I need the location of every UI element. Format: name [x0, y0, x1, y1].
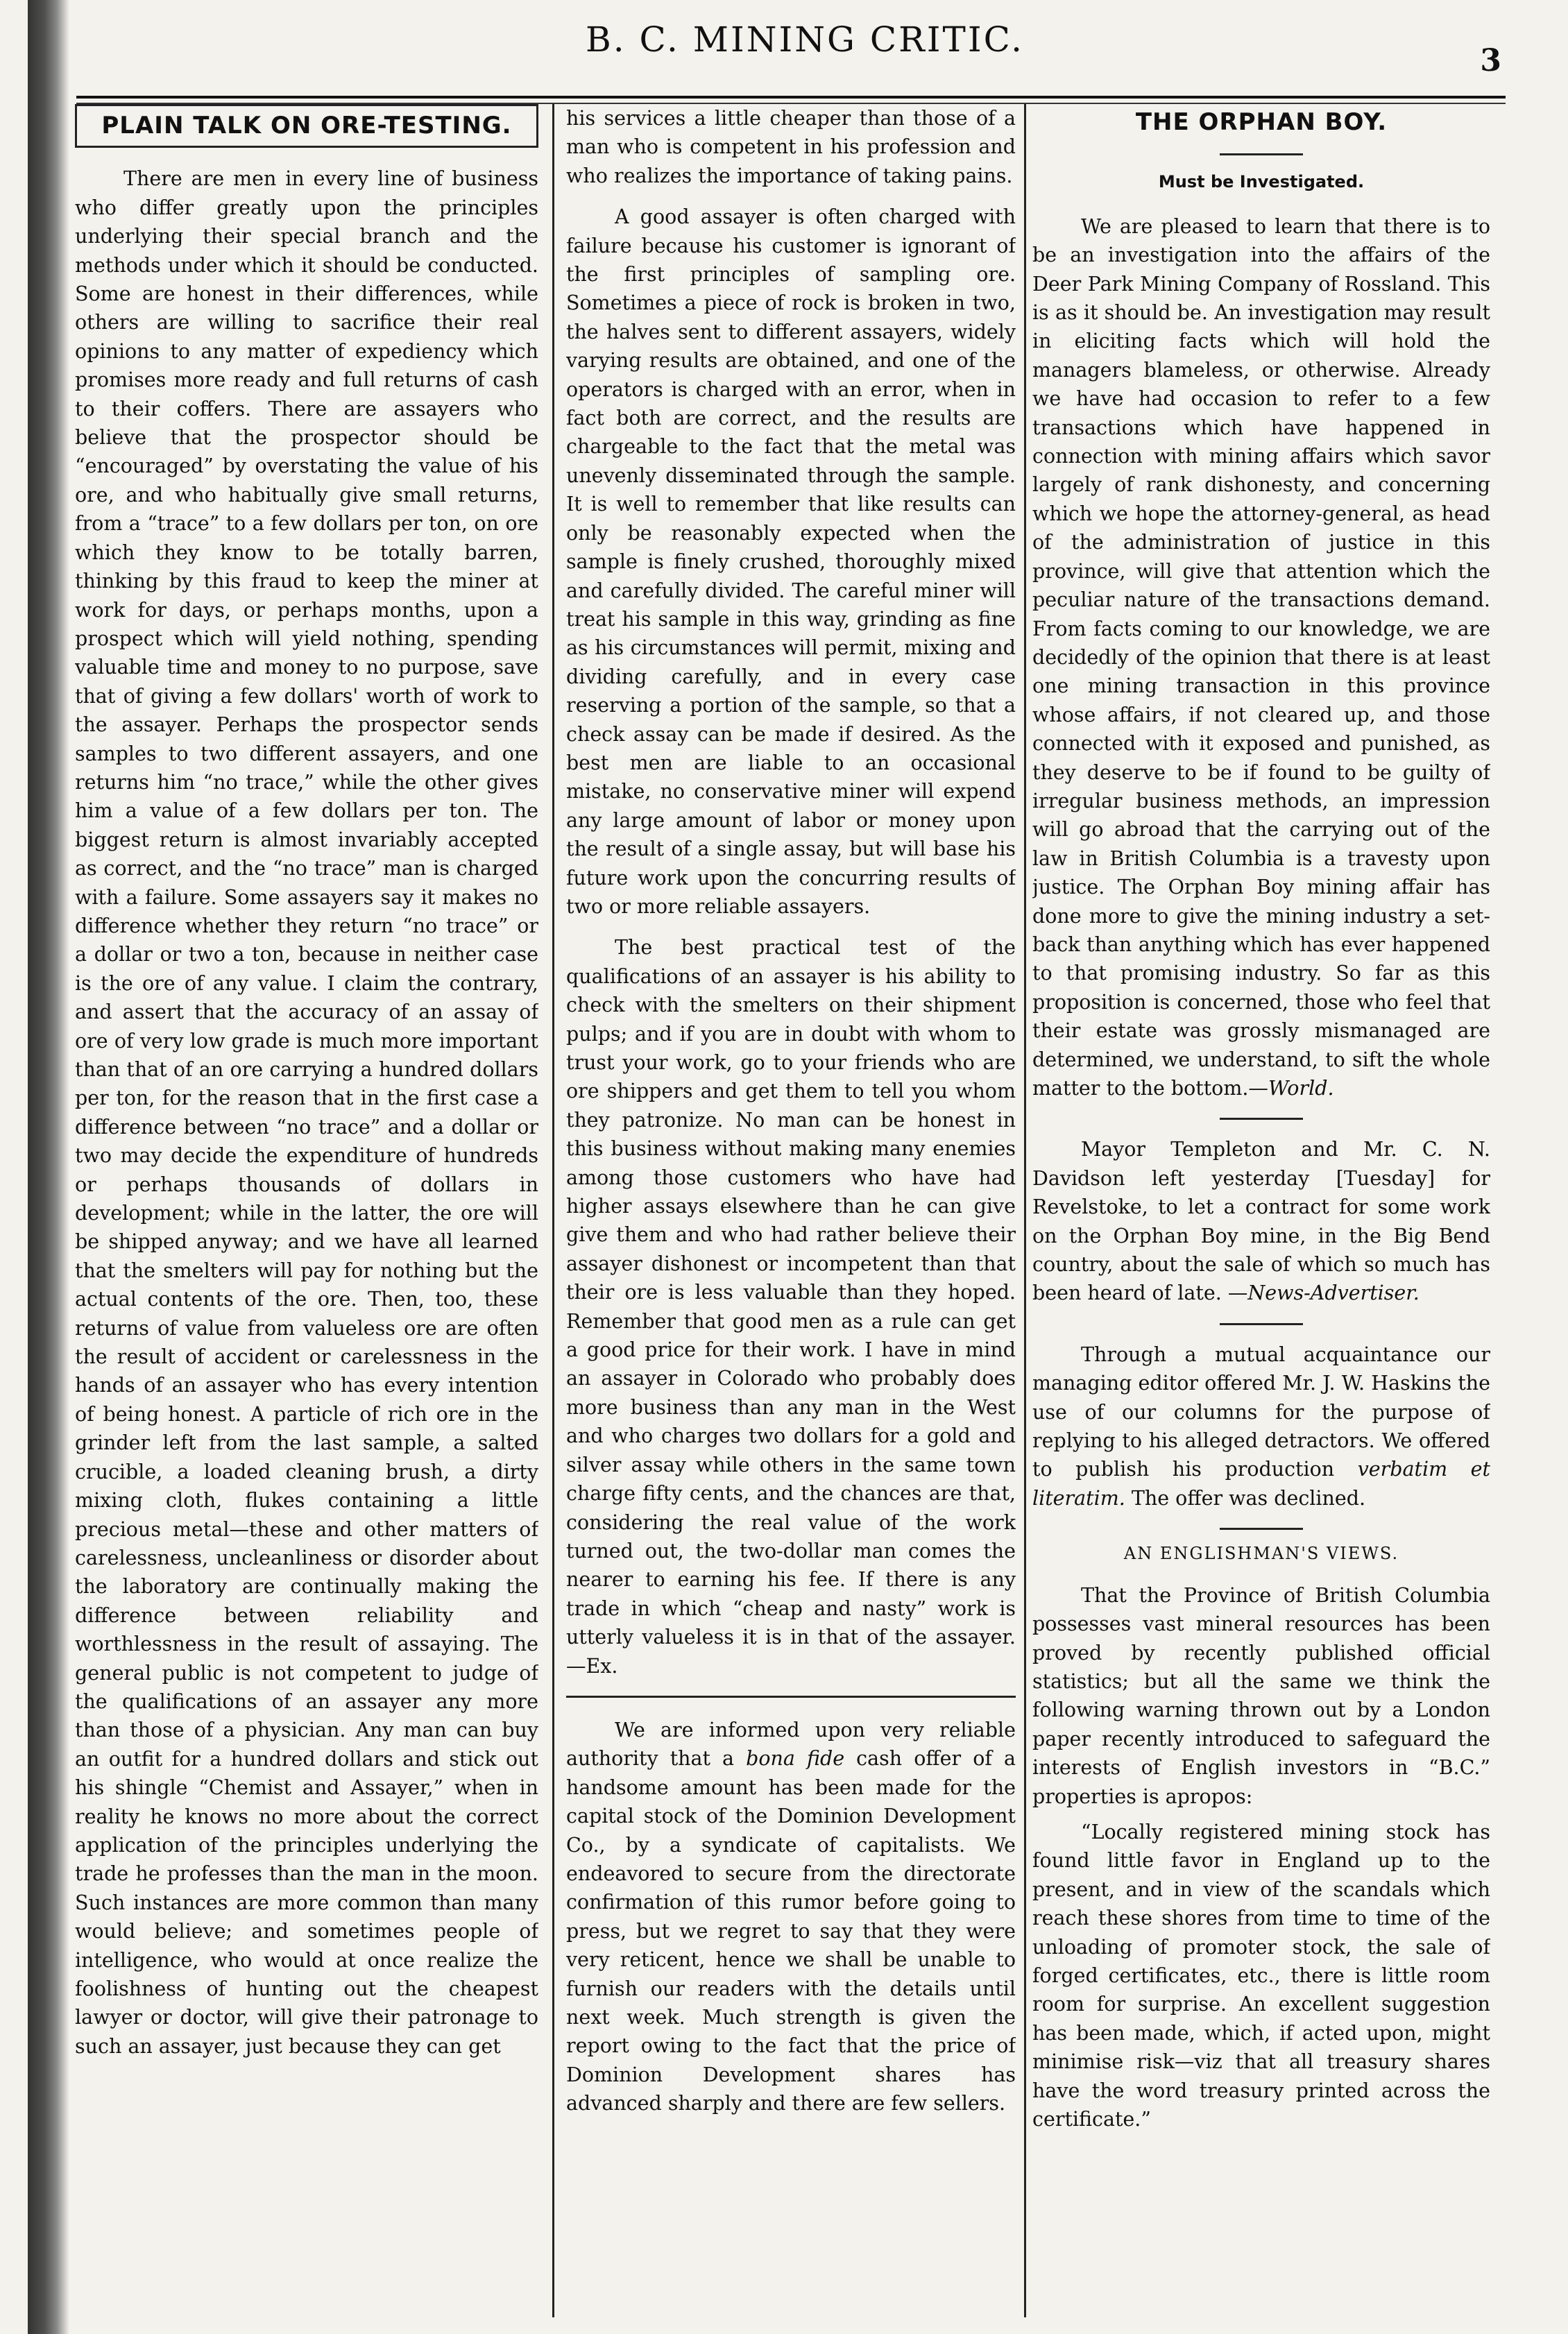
article-paragraph: There are men in every line of business who differ greatly upon the principles underlying their special branch and the methods under which it should be conducted. Some are honest in their differences, while others are willing to sacrifice their real opinions to any matter of expediency which promises more ready and full returns of cash to their coffers. There are assayers who believe that the prospector should be “encouraged” by overstating the value of his ore, and who habitually give small returns, from a “trace” to a few dollars per ton, on ore which they know to be totally barren, thinking by this fraud to keep the miner at work for days, or perhaps months, upon a prospect which will yield nothing, spending valuable time and money to no purpose, save that of giving a few dollars' worth of work to the assayer. Perhaps the prospector sends samples to two different assayers, and one returns him “no trace,” while the other gives him a value of a few dollars per ton. The biggest return is almost invariably accepted as correct, and the “no trace” man is charged with a failure. Some assayers say it makes no difference whether they return “no trace” or a dollar or two a ton, because in neither case is the ore of any value. I claim the contrary, and assert that the accuracy of an assay of ore of very low grade is much more important than that of an ore carrying a hundred dollars per ton, for the reason that in the first case a difference between “no trace” and a dollar or two may decide the expenditure of hundreds or perhaps thousands of dollars in development; while in the latter, the ore will be shipped anyway; and we have all learned that the smelters will pay for nothing but the actual contents of the ore. Then, too, these returns of value from valueless ore are often the result of accident or carelessness in the hands of an assayer who has every intention of being honest. A particle of rich ore in the grinder left from the last sample, a salted crucible, a loaded cleaning brush, a dirty mixing cloth, flukes containing a little precious metal—these and other matters of carelessness, uncleanliness or disorder about the laboratory are continually making the difference between reliability and worthlessness in the result of assaying. The general public is not competent to judge of the qualifications of an assayer any more than those of a physician. Any man can buy an outfit for a hundred dollars and stick out his shingle “Chemist and Assayer,” when in reality he knows no more about the correct application of the principles underlying the trade he professes than the man in the moon. Such instances are more common than many would believe; and sometimes people of intelligence, who would at once realize the foolishness of hunting out the cheapest lawyer or doctor, will give their patronage to such an assayer, just because they can get: [75, 167, 538, 2058]
headline-orphan-boy: THE ORPHAN BOY.: [1135, 108, 1388, 136]
article-paragraph: his services a little cheaper than those of a man who is competent in his profession and who realizes the importance of taking pains.: [566, 107, 1016, 187]
article-paragraph-dominion: [566, 1716, 1016, 2118]
text-run: Through a mutual acquaintance our managing editor offered Mr. J. W. Haskins the use of our columns for the purpose of replying to his alleged detractors. We offered to publish his production: [1032, 1343, 1490, 1481]
section-rule: [1220, 1528, 1303, 1530]
text-run: Mayor Templeton and Mr. C. N. Davidson left yesterday [Tuesday] for Revelstoke, to let a contract for some work on the Orphan Boy mine, in the Big Bend country, about the sale of which so much has been heard of late. —: [1032, 1138, 1490, 1305]
subheadline: Must be Investigated.: [1158, 172, 1365, 192]
section-rule: [1220, 1323, 1303, 1325]
masthead: B. C. MINING CRITIC.: [586, 19, 1024, 60]
paragraph-gap: [566, 921, 1016, 933]
source-credit: News-Advertiser.: [1247, 1281, 1420, 1305]
binding-shadow: [28, 0, 69, 2334]
column-2: [566, 104, 1016, 2317]
masthead-rule: [76, 96, 1506, 99]
section-title-englishman: AN ENGLISHMAN'S VIEWS.: [1123, 1544, 1399, 1564]
text-run: The offer was declined.: [1125, 1486, 1366, 1510]
page-number: 3: [1480, 43, 1501, 78]
article-paragraph: The best practical test of the qualifications of an assayer is his ability to check with the smelters on their shipment pulps; and if you are in doubt with whom to trust your work, go to your friends who are ore shippers and get them to tell you whom they patronize. No man can be honest in this business without making many enemies among those customers who have had higher assays elsewhere than he can give give them and who had rather believe their assayer dishonest or incompetent than that their ore is less valuable than they hoped. Remember that good men as a rule can get a good price for their work. I have in mind an assayer in Colorado who probably does more business than any man in the West and who charges two dollars for a gold and silver assay while others in the same town charge fifty cents, and the chances are that, considering the real value of the work turned out, the two-dollar man comes the nearer to earning his fee. If there is any trade in which “cheap and nasty” work is utterly valueless it is in that of the assayer.—Ex.: [566, 936, 1016, 1678]
paragraph-gap: [566, 190, 1016, 203]
italic-phrase: bona fide: [746, 1747, 845, 1771]
headline-ore-testing: PLAIN TALK ON ORE-TESTING.: [75, 104, 538, 148]
column-divider-2: [1024, 104, 1026, 2317]
article-paragraph: A good assayer is often charged with failure because his customer is ignorant of the first principles of sampling ore. Sometimes a piece of rock is broken in two, the halves sent to different assayers, widely varying results are obtained, and one of the operators is charged with an error, when in fact both are correct, and the results are chargeable to the fact that the metal was unevenly disseminated through the sample. It is well to remember that like results can only be reasonably expected when the sample is finely crushed, thoroughly mixed and carefully divided. The careful miner will treat his sample in this way, grinding as fine as his circumstances will permit, mixing and dividing carefully, and in every case reserving a portion of the sample, so that a check assay can be made if desired. As the best men are liable to an occasional mistake, no conservative miner will expend any large amount of labor or money upon the result of a single assay, but will base his future work upon the concurring results of two or more reliable assayers.: [566, 205, 1016, 918]
column-1: [75, 104, 538, 2317]
column-divider-1: [552, 104, 554, 2317]
source-credit: World.: [1268, 1077, 1334, 1100]
article-paragraph: [1032, 1340, 1490, 1513]
article-separator: [566, 1696, 1016, 1698]
article-paragraph-quote: “Locally registered mining stock has found little favor in England up to the present, and in view of the scandals which reach these shores from time to time of the unloading of promoter stock, the sale of forged certificates, etc., there is little room room for surprise. An excellent suggestion has been made, which, if acted upon, might minimise risk—viz that all treasury shares have the word treasury printed across the certificate.”: [1032, 1820, 1490, 2131]
text-run: We are pleased to learn that there is to be an investigation into the affairs of the Deer Park Mining Company of Rossland. This is as it should be. An investigation may result in eliciting facts which will hold the managers blameless, or otherwise. Already we have had occasion to refer to a few transactions which have happened in connection with mining affairs which savor largely of rank dishonesty, and concerning which we hope the attorney-general, as head of the administration of justice in this province, will give that attention which the peculiar nature of the transactions demand. From facts coming to our knowledge, we are decidedly of the opinion that there is at least one mining transaction in this province whose affairs, if not cleared up, and those connected with it exposed and punished, as they deserve to be if found to be guilty of irregular business methods, an impression will go abroad that the carrying out of the law in British Columbia is a travesty upon justice. The Orphan Boy mining affair has done more to give the mining industry a set-back than anything which has ever happened to that promising industry. So far as this proposition is concerned, those who feel that their estate was grossly mismanaged are determined, we understand, to sift the whole matter to the bottom.—: [1032, 214, 1490, 1100]
article-paragraph: [1032, 212, 1490, 1103]
paragraph-gap: [1032, 1811, 1490, 1818]
headline-rule: [1220, 153, 1303, 155]
section-rule: [1220, 1118, 1303, 1120]
text-run: cash offer of a handsome amount has been made for the capital stock of the Dominion Development Co., by a syndicate of capitalists. We endeavored to secure from the directorate confirmation of this rumor before going to press, but we regret to say that they were very reticent, hence we shall be unable to furnish our readers with the details until next week. Much strength is given the report owing to the fact that the price of Dominion Development shares has advanced sharply and there are few sellers.: [566, 1747, 1016, 2115]
article-paragraph: [1032, 1135, 1490, 1307]
article-paragraph: That the Province of British Columbia possesses vast mineral resources has been proved by recently published official statistics; but all the same we think the following warning thrown out by a London paper recently introduced to safeguard the interests of English investors in “B.C.” properties is apropos:: [1032, 1583, 1490, 1808]
text-run: We are informed upon very reliable authority that a: [566, 1718, 1016, 1771]
column-3: [1032, 104, 1490, 2317]
italic-phrase: verbatim et literatim.: [1032, 1458, 1490, 1510]
